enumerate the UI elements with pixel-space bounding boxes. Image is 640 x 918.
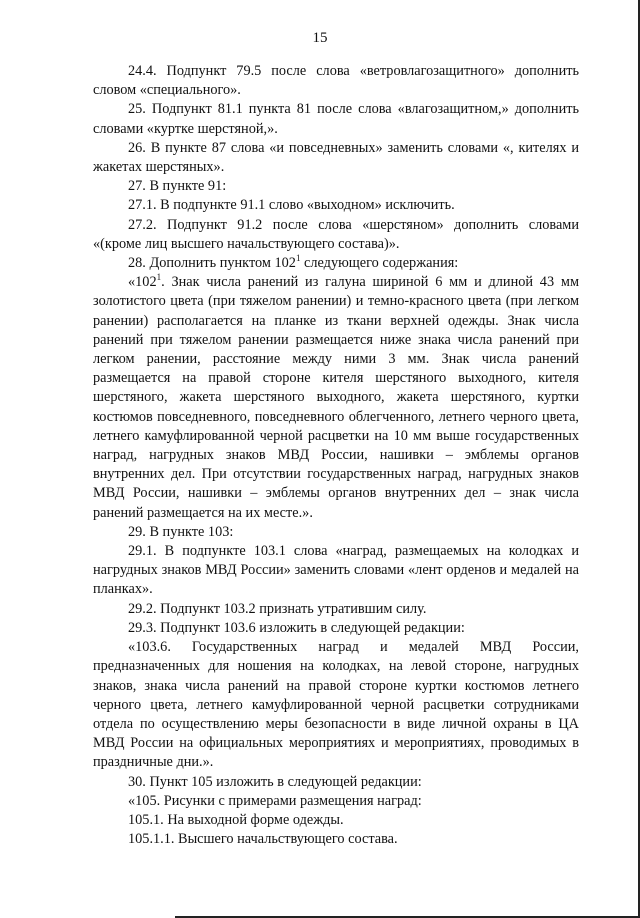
quoted-paragraph-103-6: «103.6. Государственных наград и медалей МВД России, предназначенных для ношения на колодках, на левой стороне, нагрудных знаков, знака числа ранений на правой стороне куртки костюмов летнего черного цвета, летнего камуфлированной черной расцветки сотрудниками отдела по осуществлению меры безопасности в виде личной охраны в ЦА МВД России на официальных мероприятиях и мероприятиях, проводимых в праздничные дни.». [93, 639, 579, 771]
paragraph-29: 29. В пункте 103: [128, 523, 234, 540]
page-number: 15 [312, 30, 328, 46]
paragraph-29-3: 29.3. Подпункт 103.6 изложить в следующей редакции: [128, 619, 465, 636]
paragraph-25: 25. Подпункт 81.1 пункта 81 после слова «влагозащитном,» дополнить словами «куртке шерстяной,». [93, 101, 579, 137]
paragraph-29-1: 29.1. В подпункте 103.1 слова «наград, размещаемых на колодках и нагрудных знаков МВД России» заменить словами «лент орденов и медалей на планках». [93, 543, 579, 598]
paragraph-30: 30. Пункт 105 изложить в следующей редакции: [128, 773, 422, 790]
quoted-paragraph-102-1-start: «102 [128, 274, 157, 291]
document-body [93, 62, 579, 849]
quoted-paragraph-102-1-text: . Знак числа ранений из галуна шириной 6 мм и длиной 43 мм золотистого цвета (при тяжелом ранении) и темно-красного цвета (при легком ранении) располагается на планке из ткани верхней одежды. Знак числа ранений при тяжелом ранении размещается ниже знака числа ранений при легком ранении, расстояние между ними 3 мм. Знак числа ранений размещается на правой стороне кителя шерстяного выходного, кителя шерстяного, жакета шерстяного выходного, жакета шерстяного, куртки костюмов повседневного, повседневного облегченного, летнего черного цвета, летнего камуфлированной черной расцветки на 10 мм выше государственных наград, нагрудных знаков МВД России, нашивки – эмблемы органов внутренних дел. При отсутствии государственных наград, нагрудных знаков МВД России, нашивки – эмблемы органов внутренних дел – знак числа ранений размещается на их месте.». [93, 274, 579, 521]
paragraph-28-text: 28. Дополнить пунктом 102 [128, 255, 296, 272]
paragraph-27-1: 27.1. В подпункте 91.1 слово «выходном» исключить. [128, 197, 455, 214]
paragraph-28 [93, 254, 579, 273]
quoted-paragraph-102-1 [93, 273, 579, 523]
paragraph-26: 26. В пункте 87 слова «и повседневных» заменить словами «, кителях и жакетах шерстяных». [93, 139, 579, 176]
superscript: 1 [295, 253, 301, 264]
paragraph-28-text-end: следующего содержания: [300, 255, 459, 272]
paragraph-27: 27. В пункте 91: [128, 178, 227, 195]
paragraph-27-2: 27.2. Подпункт 91.2 после слова «шерстяном» дополнить словами «(кроме лиц высшего начальствующего состава)». [93, 216, 579, 252]
paragraph-24-4: 24.4. Подпункт 79.5 после слова «ветровлагозащитного» дополнить словом «специального». [93, 63, 579, 99]
quoted-paragraph-105: «105. Рисунки с примерами размещения наград: [128, 792, 422, 809]
superscript: 1 [156, 272, 162, 283]
paragraph-105-1-1: 105.1.1. Высшего начальствующего состава. [128, 831, 398, 848]
paragraph-29-2: 29.2. Подпункт 103.2 признать утратившим силу. [128, 600, 427, 617]
paragraph-105-1: 105.1. На выходной форме одежды. [128, 811, 344, 828]
